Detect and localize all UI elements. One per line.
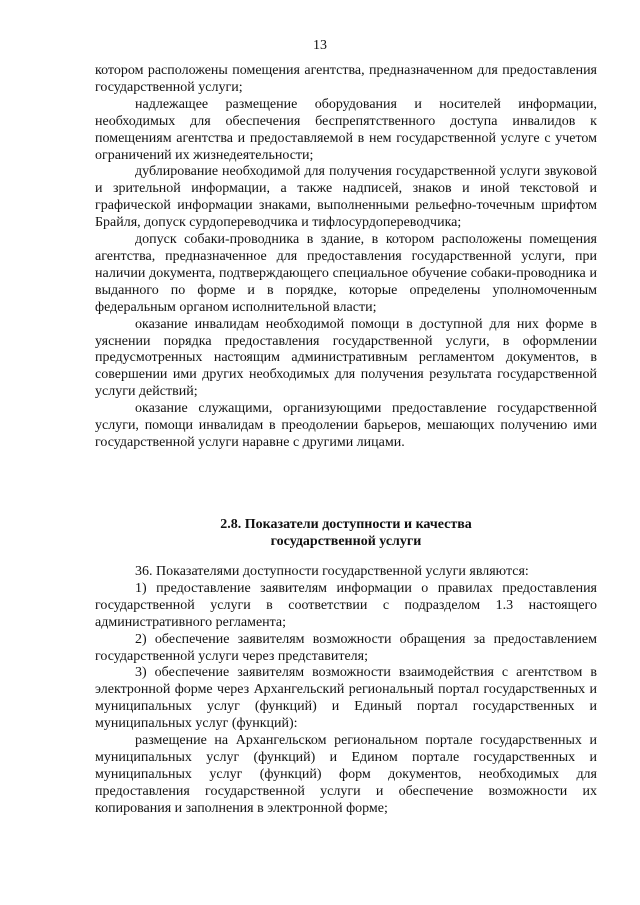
section-heading [95, 516, 597, 550]
paragraph: 36. Показателями доступности государственной услуги являются: [135, 564, 529, 579]
paragraph: дублирование необходимой для получения государственной услуги звуковой и зрительной информации, а также надписей, знаков и иной текстовой и графической информации знаками, выполненными рельефно-точечным шрифтом Брайля, допуск сурдопереводчика и тифлосурдопереводчика; [95, 164, 597, 231]
page-number: 13 [313, 38, 327, 53]
paragraph: размещение на Архангельском региональном портале государственных и муниципальных услуг (функций) и Едином портале государственных и муниципальных услуг (функций) форм документов, необходимых для предоставления государственной услуги и обеспечение возможности их копирования и заполнения в электронной форме; [95, 733, 597, 816]
paragraph: оказание инвалидам необходимой помощи в доступной для них форме в уяснении порядка предоставления государственной услуги, в оформлении предусмотренных настоящим административным регламентом документов, в совершении ими других необходимых для получения результата государственной услуги действий; [95, 316, 597, 400]
section-heading-line2: государственной услуги [270, 534, 422, 549]
paragraph: 2) обеспечение заявителям возможности обращения за предоставлением государственной услуги через представителя; [95, 631, 597, 664]
paragraph: котором расположены помещения агентства, предназначенном для предоставления государственной услуги; [95, 63, 597, 95]
paragraph: допуск собаки-проводника в здание, в котором расположены помещения агентства, предназначенное для предоставления государственной услуги, при наличии документа, подтверждающего специальное обучение собаки-проводника и выданного по форме и в порядке, которые определены уполномоченным федеральным органом исполнительной власти; [95, 232, 597, 315]
paragraph: 3) обеспечение заявителям возможности взаимодействия с агентством в электронной форме через Архангельский региональный портал государственных и муниципальных услуг (функций) и Единый портал государственных и муниципальных услуг (функций): [95, 665, 597, 732]
paragraph: 1) предоставление заявителям информации о правилах предоставления государственной услуги в соответствии с подразделом 1.3 настоящего административного регламента; [95, 580, 597, 630]
paragraph: надлежащее размещение оборудования и носителей информации, необходимых для обеспечения беспрепятственного доступа инвалидов к помещениям агентства и предоставляемой в нем государственной услуге с учетом ограничений их жизнедеятельности; [95, 96, 597, 163]
section-heading-line1: 2.8. Показатели доступности и качества [220, 517, 472, 532]
text-block-accessibility-indicators [95, 564, 597, 818]
text-block-accessibility-conditions [95, 63, 597, 452]
paragraph: оказание служащими, организующими предоставление государственной услуги, помощи инвалидам в преодолении барьеров, мешающих получению ими государственной услуги наравне с другими лицами. [95, 401, 597, 450]
